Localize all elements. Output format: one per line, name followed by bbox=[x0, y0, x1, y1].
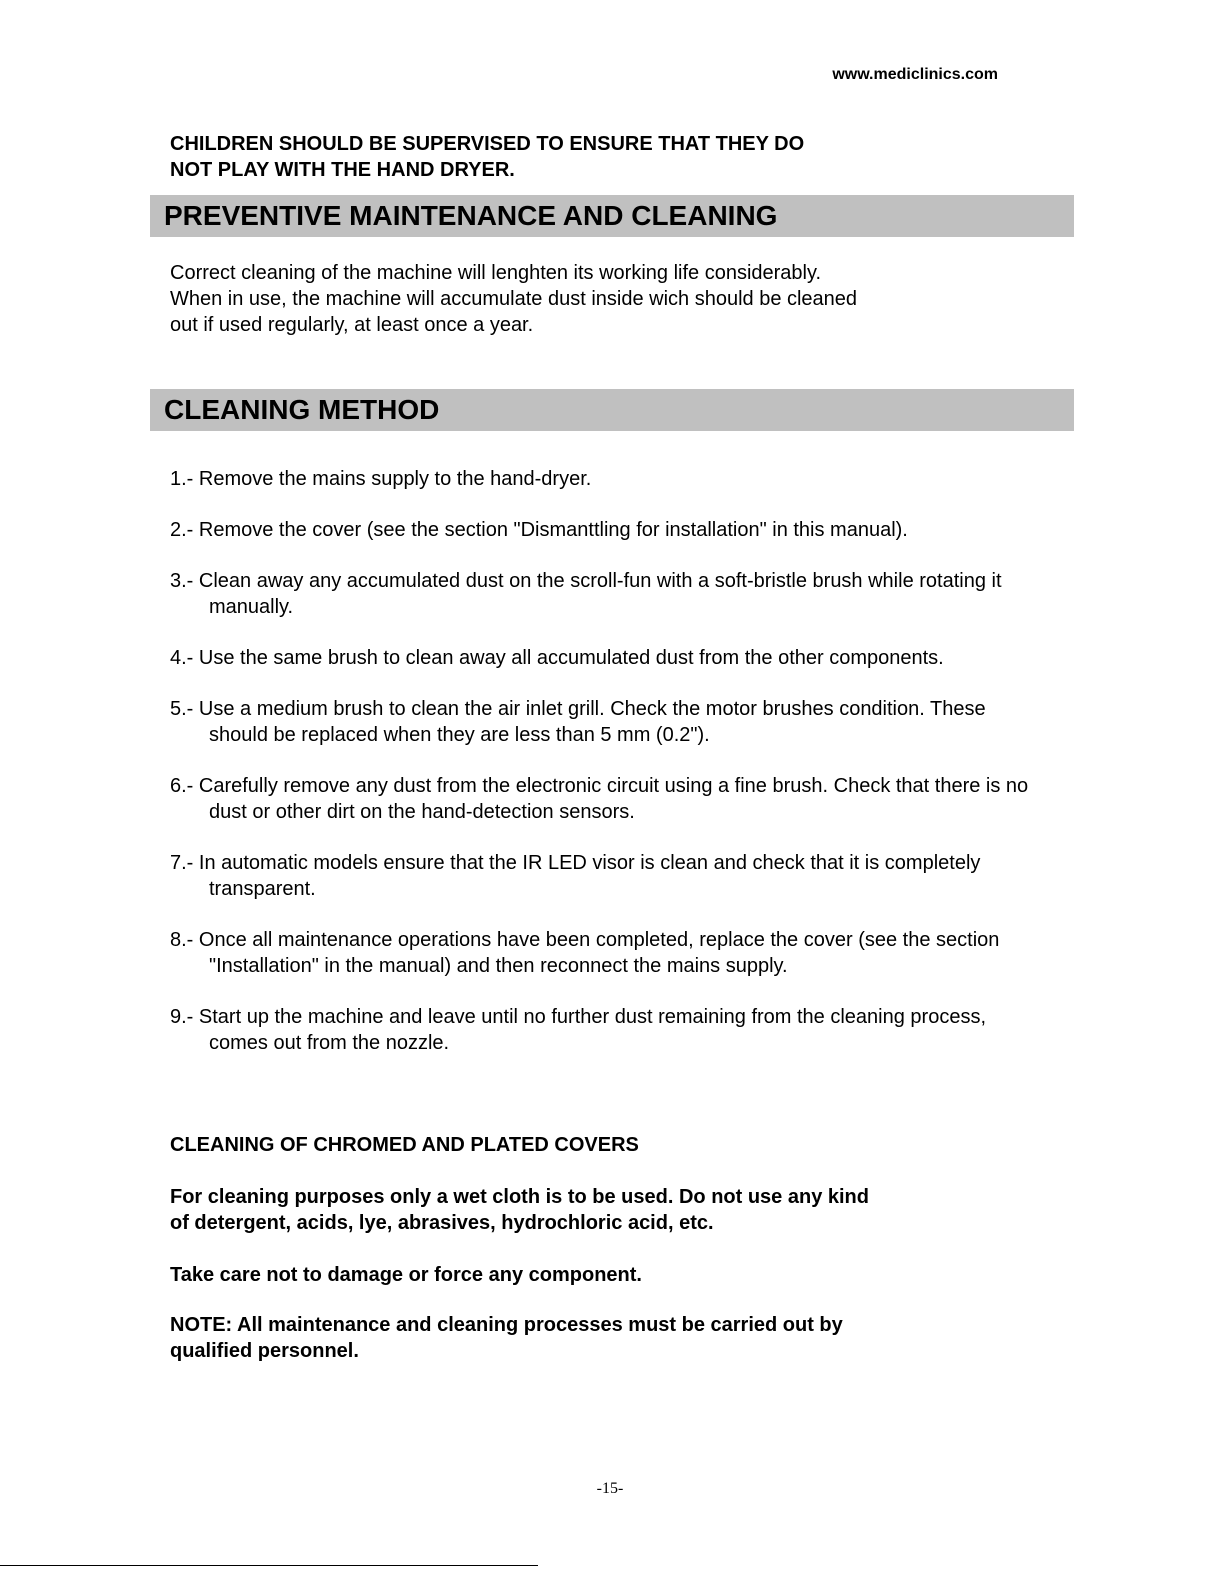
intro-paragraph bbox=[170, 260, 890, 338]
list-item: 6.- Carefully remove any dust from the electronic circuit using a fine brush. Check that there is no dust or other dirt on the hand-detection sensors. bbox=[170, 775, 1029, 823]
supervision-warning bbox=[170, 131, 930, 183]
warning-line-2: NOT PLAY WITH THE HAND DRYER. bbox=[170, 159, 515, 181]
intro-line-1: Correct cleaning of the machine will lenghten its working life considerably. bbox=[170, 262, 822, 284]
list-item: 8.- Once all maintenance operations have been completed, replace the cover (see the section "Installation" in the manual) and then reconnect the mains supply. bbox=[170, 929, 1000, 977]
maintenance-section-heading: PREVENTIVE MAINTENANCE AND CLEANING bbox=[150, 195, 1074, 237]
chrome-cleaning-instructions: For cleaning purposes only a wet cloth is to be used. Do not use any kind of detergent, acids, lye, abrasives, hydrochloric acid, etc. bbox=[170, 1186, 869, 1234]
chrome-cleaning-title: CLEANING OF CHROMED AND PLATED COVERS bbox=[170, 1134, 639, 1156]
list-item: 9.- Start up the machine and leave until no further dust remaining from the cleaning process, comes out from the nozzle. bbox=[170, 1006, 987, 1054]
header-url: www.mediclinics.com bbox=[832, 66, 998, 83]
cleaning-steps-list bbox=[170, 466, 1030, 1081]
warning-line-1: CHILDREN SHOULD BE SUPERVISED TO ENSURE THAT THEY DO bbox=[170, 133, 805, 155]
list-item: 2.- Remove the cover (see the section "Dismanttling for installation" in this manual). bbox=[170, 519, 908, 541]
list-item: 5.- Use a medium brush to clean the air inlet grill. Check the motor brushes condition. These should be replaced when they are less than 5 mm (0.2"). bbox=[170, 698, 986, 746]
footer-divider bbox=[0, 1565, 538, 1566]
care-notice: Take care not to damage or force any component. bbox=[170, 1264, 642, 1286]
intro-line-2: When in use, the machine will accumulate dust inside wich should be cleaned out if used regularly, at least once a year. bbox=[170, 288, 858, 336]
cleaning-method-heading: CLEANING METHOD bbox=[150, 389, 1074, 431]
list-item: 4.- Use the same brush to clean away all accumulated dust from the other components. bbox=[170, 647, 944, 669]
list-item: 3.- Clean away any accumulated dust on the scroll-fun with a soft-bristle brush while rotating it manually. bbox=[170, 570, 1002, 618]
list-item: 1.- Remove the mains supply to the hand-dryer. bbox=[170, 468, 592, 490]
page-number: -15- bbox=[596, 1480, 624, 1497]
qualified-personnel-note: NOTE: All maintenance and cleaning processes must be carried out by qualified personnel. bbox=[170, 1314, 843, 1362]
list-item: 7.- In automatic models ensure that the IR LED visor is clean and check that it is completely transparent. bbox=[170, 852, 981, 900]
